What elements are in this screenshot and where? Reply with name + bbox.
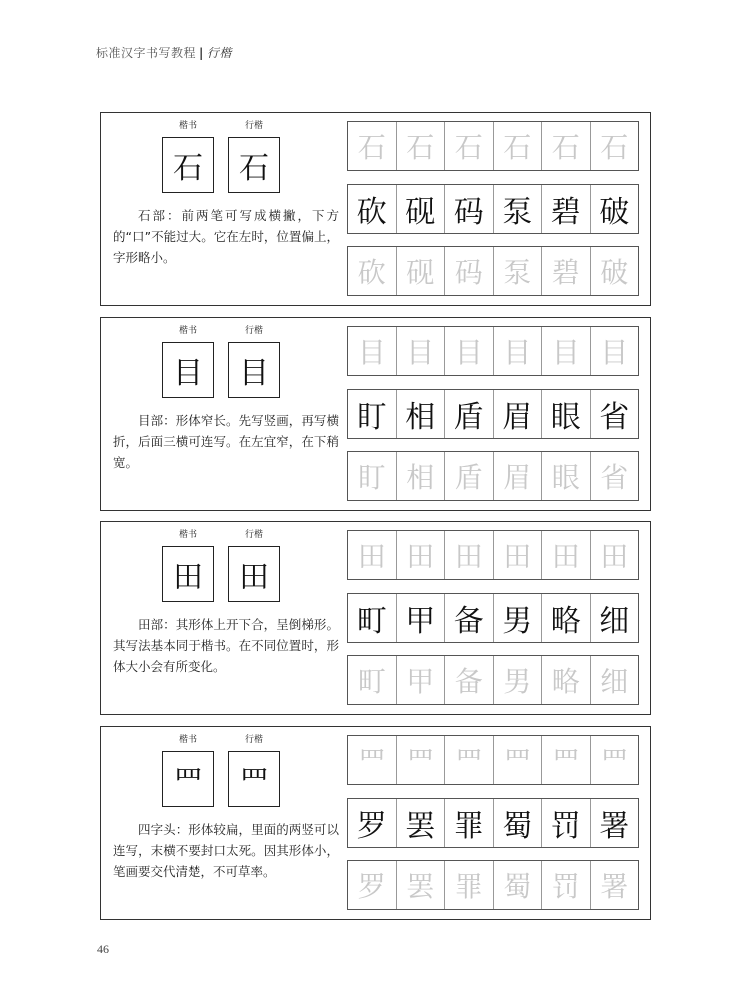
example-cell: 砚 [397, 185, 446, 233]
trace-row-radical [347, 326, 639, 376]
example-cell: 眼 [542, 390, 591, 438]
trace-cell: 目 [348, 327, 397, 375]
example-row [347, 798, 639, 848]
trace-cell: 细 [600, 665, 629, 698]
trace-cell: 码 [445, 247, 494, 295]
trace-cell: 男 [494, 656, 543, 704]
trace-cell: 罒 [494, 736, 543, 784]
trace-row-radical [347, 735, 639, 785]
trace-cell: 田 [348, 531, 397, 579]
trace-row-examples [347, 451, 639, 501]
trace-cell: 目 [542, 327, 591, 375]
kaishu-sample: 罒 [162, 751, 214, 807]
trace-cell: 罒 [348, 736, 397, 784]
example-cell: 罚 [542, 799, 591, 847]
example-cell: 罪 [445, 799, 494, 847]
radical-section-sizitou [100, 726, 651, 920]
trace-row-examples [347, 655, 639, 705]
style-labels [171, 118, 291, 132]
trace-cell: 备 [445, 656, 494, 704]
trace-cell: 盾 [445, 452, 494, 500]
kaishu-label: 楷书 [179, 326, 198, 336]
trace-cell: 省 [600, 461, 629, 494]
radical-description: 目部：形体窄长。先写竖画，再写横折，后面三横可连写。在左宜窄，在下稍宽。 [113, 413, 339, 470]
running-header [96, 44, 232, 61]
trace-cell: 田 [600, 540, 629, 573]
trace-cell: 砚 [397, 247, 446, 295]
kaishu-label: 楷书 [179, 121, 198, 131]
example-cell: 眉 [494, 390, 543, 438]
xingkai-sample: 罒 [228, 751, 280, 807]
example-cell: 盯 [348, 390, 397, 438]
trace-cell: 石 [348, 122, 397, 170]
radical-description: 石部：前两笔可写成横撇，下方的“口”不能过大。它在左时，位置偏上，字形略小。 [113, 208, 339, 265]
kaishu-label: 楷书 [179, 735, 198, 745]
example-cell: 甲 [397, 594, 446, 642]
xingkai-label: 行楷 [245, 326, 264, 336]
trace-cell: 碧 [542, 247, 591, 295]
trace-cell: 破 [600, 256, 629, 289]
trace-cell: 目 [397, 327, 446, 375]
kaishu-label: 楷书 [179, 530, 198, 540]
xingkai-sample: 石 [228, 137, 280, 193]
example-cell: 罗 [348, 799, 397, 847]
trace-cell: 罪 [445, 861, 494, 909]
trace-cell: 罢 [397, 861, 446, 909]
trace-cell: 田 [397, 531, 446, 579]
style-labels [171, 527, 291, 541]
example-cell: 蜀 [494, 799, 543, 847]
trace-cell: 田 [445, 531, 494, 579]
xingkai-sample: 目 [228, 342, 280, 398]
trace-cell: 目 [445, 327, 494, 375]
trace-cell: 罒 [445, 736, 494, 784]
page-number: 46 [97, 942, 109, 956]
example-cell: 细 [599, 604, 630, 639]
example-cell: 碧 [542, 185, 591, 233]
example-row [347, 593, 639, 643]
example-cell: 破 [599, 195, 630, 230]
trace-cell: 石 [600, 131, 629, 164]
trace-cell: 罒 [600, 745, 629, 778]
example-cell: 码 [445, 185, 494, 233]
trace-cell: 甲 [397, 656, 446, 704]
trace-row-radical [347, 121, 639, 171]
trace-cell: 罒 [397, 736, 446, 784]
trace-cell: 目 [600, 336, 629, 369]
trace-cell: 石 [542, 122, 591, 170]
radical-section-shi [100, 112, 651, 306]
radical-section-tian [100, 521, 651, 715]
example-cell: 泵 [494, 185, 543, 233]
xingkai-label: 行楷 [245, 121, 264, 131]
book-subtitle: 行楷 [206, 46, 232, 60]
example-cell: 相 [397, 390, 446, 438]
trace-cell: 石 [445, 122, 494, 170]
kaishu-sample: 田 [162, 546, 214, 602]
book-title: 标准汉字书写教程 [96, 46, 197, 60]
example-cell: 町 [348, 594, 397, 642]
xingkai-label: 行楷 [245, 530, 264, 540]
trace-cell: 眼 [542, 452, 591, 500]
example-cell: 署 [599, 809, 630, 844]
style-labels [171, 732, 291, 746]
radical-description: 四字头：形体较扁，里面的两竖可以连写，末横不要封口太死。因其形体小，笔画要交代清楚，不可草率。 [113, 822, 339, 879]
example-row [347, 389, 639, 439]
trace-cell: 相 [397, 452, 446, 500]
trace-cell: 砍 [348, 247, 397, 295]
example-cell: 略 [542, 594, 591, 642]
trace-cell: 盯 [348, 452, 397, 500]
trace-cell: 泵 [494, 247, 543, 295]
kaishu-sample: 石 [162, 137, 214, 193]
example-cell: 备 [445, 594, 494, 642]
kaishu-sample: 目 [162, 342, 214, 398]
trace-cell: 略 [542, 656, 591, 704]
style-labels [171, 323, 291, 337]
trace-cell: 石 [397, 122, 446, 170]
header-separator: | [199, 46, 204, 60]
example-cell: 省 [599, 400, 630, 435]
radical-section-mu [100, 317, 651, 511]
trace-row-radical [347, 530, 639, 580]
trace-cell: 眉 [494, 452, 543, 500]
trace-cell: 蜀 [494, 861, 543, 909]
trace-cell: 田 [542, 531, 591, 579]
example-cell: 男 [494, 594, 543, 642]
radical-description: 田部：其形体上开下合，呈倒梯形。其写法基本同于楷书。在不同位置时，形体大小会有所变化。 [113, 617, 339, 674]
trace-cell: 罗 [348, 861, 397, 909]
example-cell: 砍 [348, 185, 397, 233]
trace-cell: 罒 [542, 736, 591, 784]
trace-cell: 石 [494, 122, 543, 170]
trace-cell: 田 [494, 531, 543, 579]
trace-row-examples [347, 246, 639, 296]
xingkai-label: 行楷 [245, 735, 264, 745]
trace-cell: 署 [600, 870, 629, 903]
trace-row-examples [347, 860, 639, 910]
xingkai-sample: 田 [228, 546, 280, 602]
example-cell: 罢 [397, 799, 446, 847]
example-cell: 盾 [445, 390, 494, 438]
example-row [347, 184, 639, 234]
trace-cell: 町 [348, 656, 397, 704]
trace-cell: 目 [494, 327, 543, 375]
trace-cell: 罚 [542, 861, 591, 909]
